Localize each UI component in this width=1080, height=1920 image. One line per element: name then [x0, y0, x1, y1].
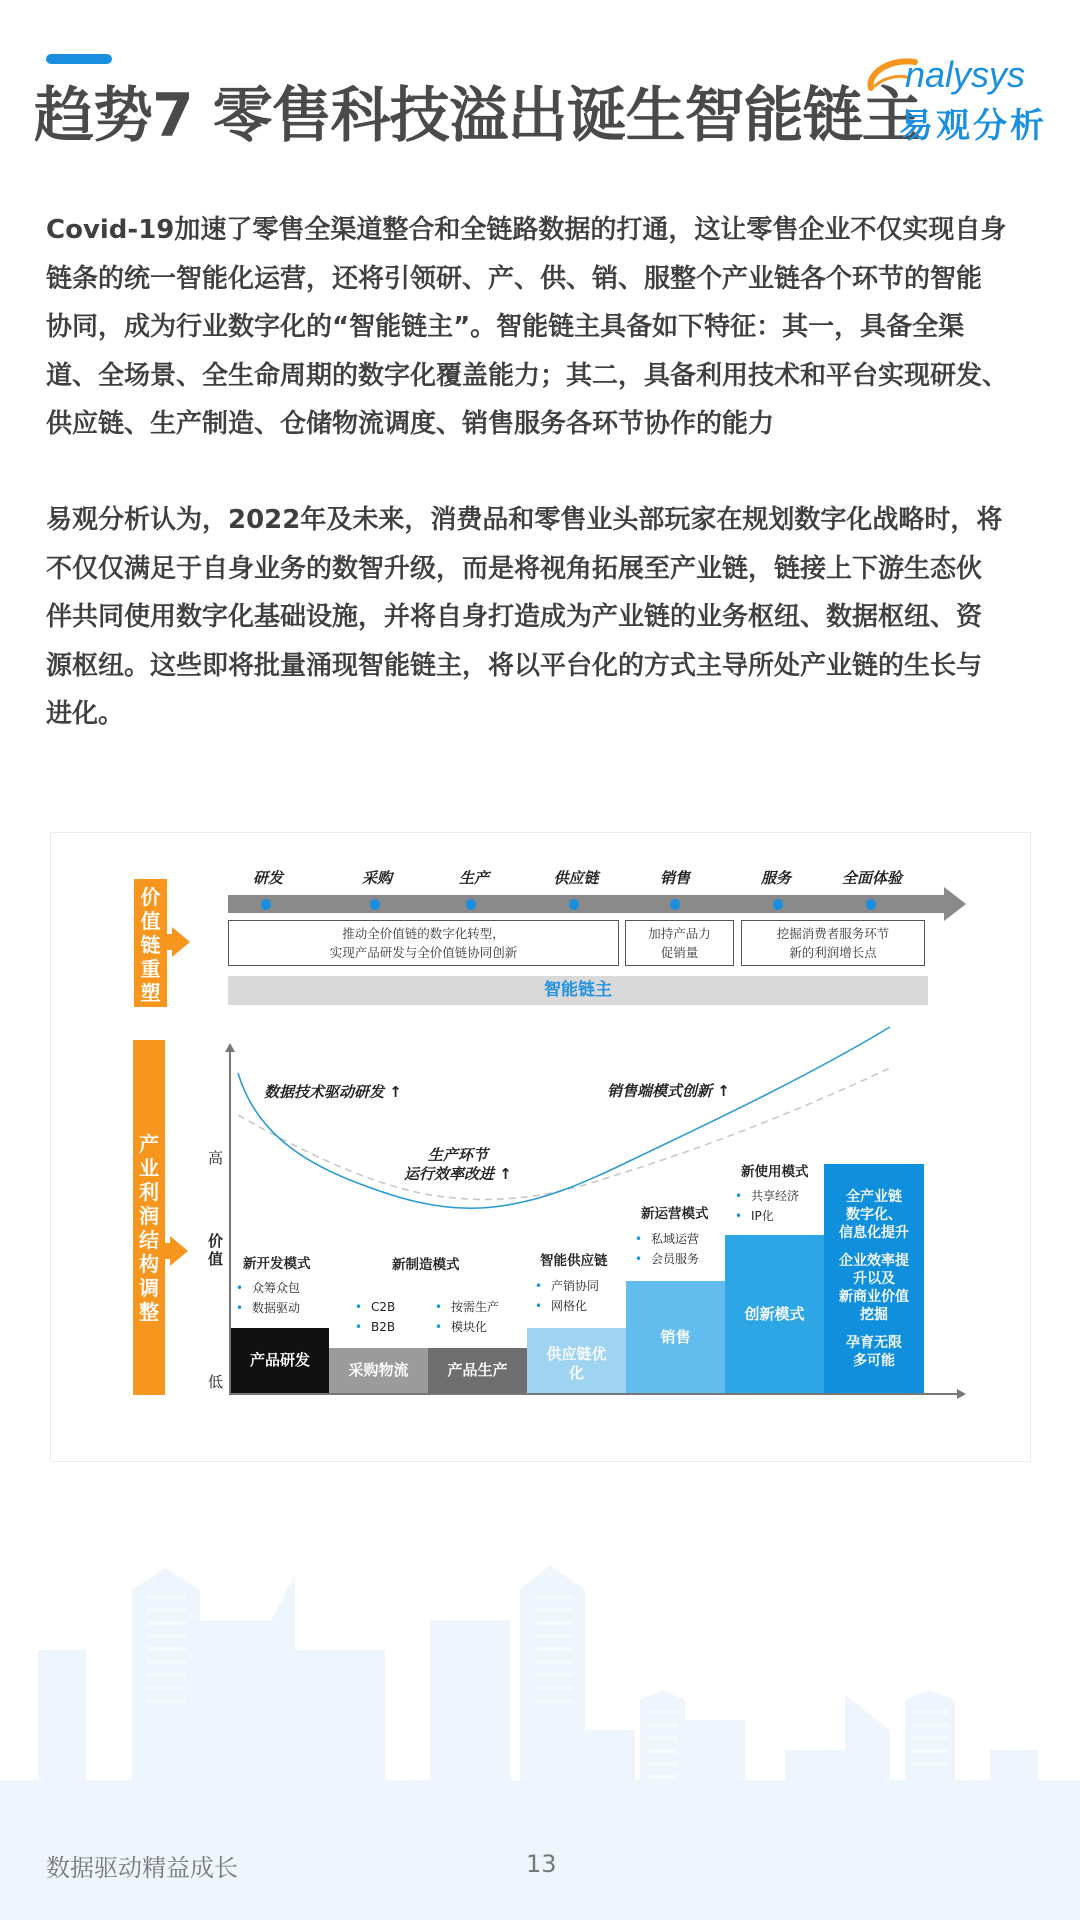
step-label: 升以及	[853, 1270, 895, 1287]
step-label: 供应链优	[546, 1344, 607, 1363]
chain-master-banner: 智能链主	[228, 976, 928, 1005]
paragraph-line: 供应链、生产制造、仓储物流调度、销售服务各环节协作的能力	[46, 409, 775, 439]
step-label: 新商业价值	[839, 1288, 909, 1305]
bullet-item: • 共享经济	[735, 1186, 799, 1206]
smile-curve-solid	[238, 1027, 890, 1208]
logo-text-cn: 易观分析	[899, 106, 1047, 146]
step-label: 企业效率提	[839, 1252, 909, 1269]
side-label-char: 价	[140, 885, 161, 909]
bullets-new-operation	[635, 1229, 699, 1269]
page-number: 13	[526, 1850, 557, 1878]
annotation-production	[404, 1146, 512, 1184]
logo-text-en: nalysys	[905, 54, 1026, 95]
side-label-char: 结	[139, 1228, 159, 1252]
bullets-new-manufacturing-b	[435, 1297, 499, 1337]
desc-line: 促销量	[660, 945, 699, 960]
bullet-item: • B2B	[355, 1317, 395, 1337]
mode-title-smart-supply-chain: 智能供应链	[540, 1253, 608, 1269]
y-axis-value-char: 值	[208, 1250, 224, 1268]
bullet-item: • 产销协同	[535, 1276, 599, 1296]
desc-line: 挖掘消费者服务环节	[776, 926, 890, 941]
stage-label-sales: 销售	[659, 869, 691, 887]
side-label-char: 产	[139, 1132, 159, 1156]
paragraph-line: 不仅仅满足于自身业务的数智升级，而是将视角拓展至产业链，链接上下游生态伙	[46, 553, 983, 584]
step-label: 产品生产	[447, 1361, 508, 1379]
side-label-char: 调	[139, 1276, 159, 1300]
stage-label-supply-chain: 供应链	[553, 869, 599, 887]
paragraph-line: 道、全场景、全生命周期的数字化覆盖能力；其二，具备利用技术和平台实现研发、	[46, 360, 1009, 391]
step-label: 多可能	[853, 1352, 895, 1369]
side-label-char: 链	[140, 933, 161, 957]
paragraph-line: 进化。	[46, 699, 125, 729]
mode-title-new-operation: 新运营模式	[641, 1206, 709, 1222]
paragraph-line: 伴共同使用数字化基础设施，并将自身打造成为产业链的业务枢纽、数据枢纽、资	[46, 602, 983, 632]
side-label-char: 整	[139, 1300, 159, 1324]
step-label: 创新模式	[744, 1304, 805, 1323]
y-axis-label-high: 高	[208, 1149, 224, 1167]
step-label: 化	[568, 1363, 584, 1382]
bullet-item: • 按需生产	[435, 1297, 499, 1317]
step-label: 信息化提升	[839, 1224, 909, 1241]
side-label-char: 构	[139, 1252, 159, 1276]
step-label: 全产业链	[846, 1188, 902, 1205]
side-label-char: 润	[139, 1204, 159, 1228]
step-label: 数字化、	[846, 1206, 902, 1223]
stage-label-service: 服务	[760, 869, 792, 887]
bullet-item: • 私域运营	[635, 1229, 699, 1249]
step-label: 采购物流	[348, 1361, 409, 1379]
annotation-sales: 销售端模式创新 ↑	[607, 1082, 730, 1100]
side-label-char: 重	[140, 957, 161, 981]
desc-line: 推动全价值链的数字化转型，	[342, 926, 505, 941]
step-label: 销售	[660, 1327, 691, 1346]
side-label-char: 塑	[140, 981, 161, 1005]
annotation-rd: 数据技术驱动研发 ↑	[264, 1083, 402, 1101]
stage-label-full-experience: 全面体验	[841, 869, 903, 887]
side-label-char: 业	[139, 1156, 159, 1180]
bullet-item: • 网格化	[535, 1296, 599, 1316]
stage-label-production: 生产	[458, 869, 490, 887]
step-label: 产品研发	[249, 1351, 310, 1369]
bullet-item: • 数据驱动	[236, 1298, 300, 1318]
bullets-new-usage	[735, 1186, 799, 1226]
annotation-line: 运行效率改进 ↑	[404, 1165, 512, 1183]
stage-label-rd: 研发	[252, 869, 284, 887]
paragraph-line: 链条的统一智能化运营，还将引领研、产、供、销、服整个产业链各个环节的智能	[46, 263, 983, 294]
annotation-line: 生产环节	[427, 1146, 488, 1164]
mode-title-new-development: 新开发模式	[243, 1256, 311, 1272]
step-label: 孕育无限	[846, 1334, 902, 1351]
bullet-item: • IP化	[735, 1206, 799, 1226]
desc-line: 加持产品力	[648, 926, 711, 941]
desc-line: 新的利润增长点	[789, 945, 877, 960]
page-title: 趋势7 零售科技溢出诞生智能链主	[34, 81, 921, 151]
bullets-new-manufacturing-a	[355, 1297, 395, 1337]
paragraph-line: 协同，成为行业数字化的“智能链主”。智能链主具备如下特征：其一，具备全渠	[46, 312, 965, 342]
paragraph-line: 易观分析认为，2022年及未来，消费品和零售业头部玩家在规划数字化战略时，将	[46, 505, 1003, 535]
step-label: 挖掘	[860, 1306, 888, 1323]
bullets-smart-supply-chain	[535, 1276, 599, 1316]
bullet-item: • 模块化	[435, 1317, 499, 1337]
footer-slogan: 数据驱动精益成长	[46, 1854, 238, 1882]
side-label-char: 值	[140, 909, 161, 933]
mode-title-new-usage: 新使用模式	[741, 1164, 809, 1180]
y-axis-label-low: 低	[208, 1373, 224, 1391]
paragraph-line: 源枢纽。这些即将批量涌现智能链主，将以平台化的方式主导所处产业链的生长与	[46, 650, 983, 681]
bullet-item: • C2B	[355, 1297, 395, 1317]
bullet-item: • 会员服务	[635, 1249, 699, 1269]
side-label-char: 利	[139, 1180, 159, 1204]
y-axis-value-char: 价	[208, 1232, 224, 1250]
desc-line: 实现产品研发与全价值链协同创新	[329, 945, 518, 960]
paragraph-line: Covid-19加速了零售全渠道整合和全链路数据的打通，这让零售企业不仅实现自身	[46, 215, 1007, 245]
bullet-item: • 众筹众包	[236, 1278, 300, 1298]
stage-label-purchase: 采购	[361, 869, 393, 887]
mode-title-new-manufacturing: 新制造模式	[392, 1257, 460, 1273]
bullets-new-development	[236, 1278, 300, 1318]
